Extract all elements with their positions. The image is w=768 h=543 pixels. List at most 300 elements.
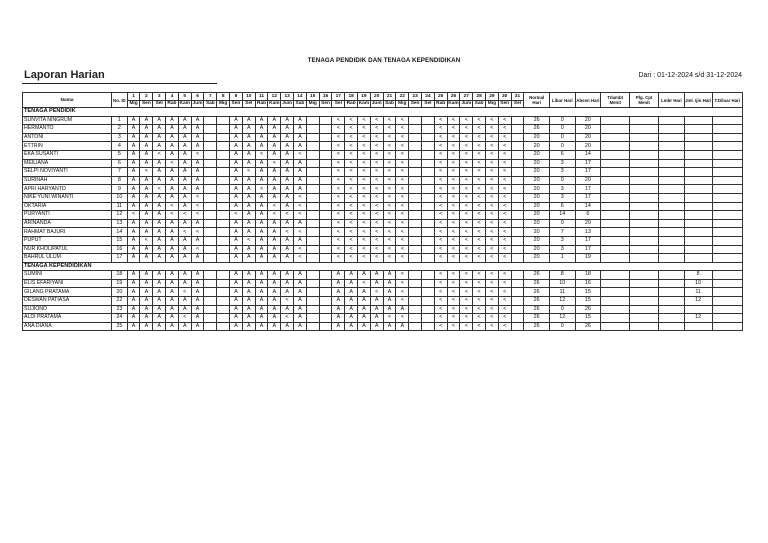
employee-id: 9: [112, 185, 128, 194]
day-mark: <: [485, 297, 498, 306]
day-mark: A: [383, 288, 396, 297]
day-mark: <: [383, 254, 396, 263]
day-mark: A: [191, 236, 204, 245]
day-mark: <: [460, 211, 473, 220]
column-header-day: 28: [473, 93, 486, 101]
normal-days: 20: [524, 245, 550, 254]
day-mark: A: [127, 202, 140, 211]
day-mark: <: [345, 159, 358, 168]
day-mark: A: [178, 202, 191, 211]
day-mark: <: [332, 185, 345, 194]
table-row: [23, 314, 743, 323]
day-mark: A: [268, 271, 281, 280]
day-mark: A: [268, 297, 281, 306]
overtime-days: [659, 254, 685, 263]
early-leave-minutes: [630, 245, 659, 254]
day-mark: <: [434, 176, 447, 185]
employee-id: 3: [112, 133, 128, 142]
day-mark: <: [345, 185, 358, 194]
employee-name: GILANG PRATAMA: [23, 288, 112, 297]
day-mark: <: [434, 142, 447, 151]
day-mark: <: [268, 211, 281, 220]
day-mark: [306, 279, 319, 288]
day-mark: <: [498, 142, 511, 151]
normal-days: 20: [524, 193, 550, 202]
day-mark: [422, 288, 435, 297]
day-mark: <: [396, 142, 409, 151]
day-mark: A: [153, 236, 166, 245]
early-leave-minutes: [630, 314, 659, 323]
day-mark: [204, 314, 217, 323]
outside-days: [712, 245, 742, 254]
day-mark: A: [345, 322, 358, 331]
day-mark: <: [434, 279, 447, 288]
day-mark: [422, 279, 435, 288]
day-mark: <: [332, 219, 345, 228]
column-header-day: 31: [511, 93, 524, 101]
day-mark: <: [498, 322, 511, 331]
column-header-weekday: Kam: [269, 101, 280, 107]
permit-days: 12: [684, 314, 712, 323]
day-mark: [306, 133, 319, 142]
day-mark: A: [255, 133, 268, 142]
day-mark: A: [230, 254, 243, 263]
column-header-day: 13: [281, 93, 294, 101]
outside-days: [712, 211, 742, 220]
day-mark: <: [191, 193, 204, 202]
day-mark: A: [191, 314, 204, 323]
employee-name: PURYANTI: [23, 211, 112, 220]
day-mark: [204, 133, 217, 142]
day-mark: <: [383, 150, 396, 159]
overtime-days: [659, 271, 685, 280]
day-mark: A: [242, 142, 255, 151]
day-mark: A: [153, 305, 166, 314]
day-mark: [306, 159, 319, 168]
employee-id: 23: [112, 305, 128, 314]
day-mark: <: [460, 305, 473, 314]
day-mark: A: [127, 193, 140, 202]
day-mark: A: [153, 271, 166, 280]
day-mark: <: [140, 168, 153, 177]
early-leave-minutes: [630, 168, 659, 177]
table-row: [23, 279, 743, 288]
day-mark: <: [332, 245, 345, 254]
day-mark: <: [485, 159, 498, 168]
day-mark: [306, 322, 319, 331]
day-mark: [319, 254, 332, 263]
day-mark: <: [230, 211, 243, 220]
day-mark: A: [242, 193, 255, 202]
day-mark: A: [294, 236, 307, 245]
day-mark: <: [485, 245, 498, 254]
day-mark: [306, 297, 319, 306]
column-header-weekday: Mig: [396, 100, 409, 108]
column-header-day: 19: [358, 93, 371, 101]
day-mark: <: [332, 176, 345, 185]
day-mark: <: [447, 168, 460, 177]
permit-days: [684, 219, 712, 228]
day-mark: A: [370, 279, 383, 288]
day-mark: <: [396, 133, 409, 142]
column-header-day: 29: [485, 93, 498, 101]
day-mark: <: [370, 236, 383, 245]
day-mark: A: [166, 305, 179, 314]
day-mark: <: [434, 125, 447, 134]
normal-days: 26: [524, 271, 550, 280]
table-row: [23, 142, 743, 151]
day-mark: A: [230, 314, 243, 323]
absent-days: 19: [575, 254, 601, 263]
permit-days: 8: [684, 271, 712, 280]
day-mark: <: [460, 279, 473, 288]
day-mark: <: [396, 116, 409, 125]
day-mark: [204, 219, 217, 228]
day-mark: A: [281, 176, 294, 185]
day-mark: <: [498, 314, 511, 323]
employee-name: RAHMAT BAJURI: [23, 228, 112, 237]
table-row: [23, 116, 743, 125]
day-mark: <: [332, 228, 345, 237]
employee-id: 10: [112, 193, 128, 202]
day-mark: A: [178, 297, 191, 306]
permit-days: [684, 245, 712, 254]
permit-days: [684, 176, 712, 185]
column-header-day: 1: [127, 93, 140, 101]
employee-name: OKTARIA: [23, 202, 112, 211]
day-mark: [409, 150, 422, 159]
day-mark: <: [473, 288, 486, 297]
document-heading: TENAGA PENDIDIK DAN TENAGA KEPENDIDIKAN: [307, 57, 461, 64]
day-mark: A: [332, 314, 345, 323]
day-mark: A: [358, 305, 371, 314]
day-mark: [422, 142, 435, 151]
employee-name: SUMINI: [23, 271, 112, 280]
column-header-weekday: Sel: [511, 100, 524, 108]
employee-id: 5: [112, 150, 128, 159]
employee-name: PUPUT: [23, 236, 112, 245]
employee-name: HERMANTO: [23, 125, 112, 134]
employee-name: BAHRUL ULUM: [23, 254, 112, 263]
column-header-weekday: Sel: [242, 100, 255, 108]
day-mark: <: [447, 245, 460, 254]
late-minutes: [601, 271, 630, 280]
day-mark: A: [127, 322, 140, 331]
overtime-days: [659, 279, 685, 288]
day-mark: A: [178, 168, 191, 177]
day-mark: [409, 211, 422, 220]
day-mark: <: [396, 150, 409, 159]
normal-days: 20: [524, 133, 550, 142]
day-mark: A: [370, 322, 383, 331]
day-mark: [422, 305, 435, 314]
day-mark: <: [383, 116, 396, 125]
column-header-stat: Normal Hari: [524, 93, 550, 108]
day-mark: <: [498, 185, 511, 194]
column-header-weekday: Jum: [371, 101, 382, 107]
day-mark: A: [332, 297, 345, 306]
day-mark: [306, 193, 319, 202]
column-header-weekday: Sen: [500, 101, 510, 107]
day-mark: A: [127, 176, 140, 185]
day-mark: [422, 150, 435, 159]
early-leave-minutes: [630, 297, 659, 306]
day-mark: A: [191, 142, 204, 151]
day-mark: [319, 288, 332, 297]
employee-id: 11: [112, 202, 128, 211]
late-minutes: [601, 176, 630, 185]
day-mark: A: [255, 193, 268, 202]
day-mark: A: [230, 271, 243, 280]
late-minutes: [601, 305, 630, 314]
day-mark: A: [332, 271, 345, 280]
outside-days: [712, 236, 742, 245]
day-mark: <: [127, 211, 140, 220]
day-mark: [217, 159, 230, 168]
day-mark: [511, 159, 524, 168]
normal-days: 20: [524, 159, 550, 168]
day-mark: [204, 150, 217, 159]
day-mark: A: [153, 219, 166, 228]
day-mark: <: [473, 202, 486, 211]
normal-days: 26: [524, 314, 550, 323]
day-mark: <: [332, 202, 345, 211]
column-header-day: 23: [409, 93, 422, 101]
day-mark: [422, 314, 435, 323]
early-leave-minutes: [630, 288, 659, 297]
day-mark: <: [460, 159, 473, 168]
employee-id: 24: [112, 314, 128, 323]
day-mark: A: [178, 245, 191, 254]
day-mark: A: [127, 297, 140, 306]
table-row: [23, 125, 743, 134]
day-mark: <: [498, 159, 511, 168]
day-mark: <: [294, 228, 307, 237]
day-mark: A: [230, 236, 243, 245]
day-mark: A: [268, 176, 281, 185]
day-mark: <: [485, 236, 498, 245]
day-mark: A: [268, 236, 281, 245]
day-mark: [409, 305, 422, 314]
day-mark: [409, 202, 422, 211]
day-mark: A: [281, 150, 294, 159]
employee-name: NIKE YUNI WINANTI: [23, 193, 112, 202]
day-mark: A: [345, 314, 358, 323]
day-mark: [217, 150, 230, 159]
day-mark: [306, 142, 319, 151]
day-mark: A: [127, 288, 140, 297]
day-mark: <: [383, 193, 396, 202]
day-mark: <: [396, 314, 409, 323]
day-mark: A: [140, 279, 153, 288]
absent-days: 20: [575, 219, 601, 228]
day-mark: A: [178, 236, 191, 245]
day-mark: <: [460, 168, 473, 177]
day-mark: <: [460, 297, 473, 306]
day-mark: A: [140, 245, 153, 254]
absent-days: 20: [575, 125, 601, 134]
late-minutes: [601, 314, 630, 323]
day-mark: A: [127, 185, 140, 194]
day-mark: A: [281, 322, 294, 331]
column-header-day: 8: [217, 93, 230, 101]
day-mark: <: [345, 150, 358, 159]
day-mark: <: [473, 236, 486, 245]
day-mark: <: [383, 176, 396, 185]
day-mark: [511, 297, 524, 306]
attendance-table: [22, 92, 743, 331]
day-mark: A: [127, 245, 140, 254]
permit-days: [684, 254, 712, 263]
day-mark: [511, 322, 524, 331]
day-mark: <: [370, 150, 383, 159]
overtime-days: [659, 245, 685, 254]
day-mark: A: [127, 228, 140, 237]
day-mark: A: [332, 305, 345, 314]
table-row: [23, 297, 743, 306]
employee-name: SUNVITA NINGRUM: [23, 116, 112, 125]
day-mark: <: [473, 279, 486, 288]
employee-id: 19: [112, 279, 128, 288]
day-mark: <: [191, 228, 204, 237]
day-mark: [306, 314, 319, 323]
day-mark: A: [178, 150, 191, 159]
column-header-weekday: Jum: [282, 101, 293, 107]
day-mark: A: [127, 133, 140, 142]
day-mark: [511, 228, 524, 237]
day-mark: A: [191, 271, 204, 280]
permit-days: [684, 202, 712, 211]
late-minutes: [601, 254, 630, 263]
permit-days: [684, 159, 712, 168]
absent-days: 20: [575, 176, 601, 185]
day-mark: A: [281, 193, 294, 202]
day-mark: A: [242, 133, 255, 142]
day-mark: <: [447, 150, 460, 159]
employee-name: ALDI PRATAMA: [23, 314, 112, 323]
absent-days: 17: [575, 185, 601, 194]
day-mark: A: [140, 116, 153, 125]
day-mark: [217, 254, 230, 263]
day-mark: <: [434, 254, 447, 263]
day-mark: [306, 245, 319, 254]
day-mark: <: [460, 185, 473, 194]
normal-days: 20: [524, 254, 550, 263]
day-mark: <: [485, 176, 498, 185]
day-mark: <: [473, 254, 486, 263]
outside-days: [712, 271, 742, 280]
day-mark: A: [230, 142, 243, 151]
day-mark: [204, 245, 217, 254]
day-mark: A: [153, 297, 166, 306]
day-mark: A: [153, 168, 166, 177]
day-mark: A: [396, 322, 409, 331]
day-mark: A: [127, 236, 140, 245]
column-header-day: 25: [434, 93, 447, 101]
day-mark: <: [358, 142, 371, 151]
permit-days: [684, 211, 712, 220]
day-mark: <: [434, 219, 447, 228]
day-mark: [409, 322, 422, 331]
day-mark: [511, 176, 524, 185]
outside-days: [712, 150, 742, 159]
day-mark: <: [166, 159, 179, 168]
day-mark: <: [332, 236, 345, 245]
day-mark: A: [242, 314, 255, 323]
normal-days: 26: [524, 322, 550, 331]
day-mark: A: [268, 168, 281, 177]
day-mark: A: [140, 314, 153, 323]
day-mark: <: [332, 142, 345, 151]
overtime-days: [659, 211, 685, 220]
late-minutes: [601, 279, 630, 288]
column-header-day: 17: [332, 93, 345, 101]
day-mark: <: [473, 211, 486, 220]
column-header-day: 16: [319, 93, 332, 101]
day-mark: <: [473, 245, 486, 254]
day-mark: <: [447, 176, 460, 185]
day-mark: <: [460, 176, 473, 185]
absent-days: 20: [575, 116, 601, 125]
day-mark: A: [332, 322, 345, 331]
outside-days: [712, 305, 742, 314]
day-mark: [319, 133, 332, 142]
day-mark: <: [447, 314, 460, 323]
day-mark: <: [383, 202, 396, 211]
day-mark: <: [498, 176, 511, 185]
early-leave-minutes: [630, 236, 659, 245]
day-mark: <: [498, 116, 511, 125]
day-mark: A: [281, 142, 294, 151]
day-mark: A: [166, 142, 179, 151]
day-mark: A: [178, 159, 191, 168]
day-mark: <: [460, 288, 473, 297]
day-mark: <: [345, 176, 358, 185]
day-mark: [204, 228, 217, 237]
day-mark: <: [485, 150, 498, 159]
employee-id: 12: [112, 211, 128, 220]
day-mark: <: [447, 236, 460, 245]
day-mark: <: [396, 159, 409, 168]
permit-days: [684, 116, 712, 125]
day-mark: A: [255, 236, 268, 245]
day-mark: [422, 322, 435, 331]
employee-id: 17: [112, 254, 128, 263]
day-mark: [306, 176, 319, 185]
day-mark: <: [345, 254, 358, 263]
day-mark: [319, 314, 332, 323]
overtime-days: [659, 185, 685, 194]
day-mark: [422, 271, 435, 280]
day-mark: A: [242, 176, 255, 185]
day-mark: <: [460, 271, 473, 280]
day-mark: A: [332, 288, 345, 297]
day-mark: <: [447, 279, 460, 288]
column-header-weekday: Sab: [205, 101, 215, 107]
day-mark: <: [345, 219, 358, 228]
day-mark: A: [255, 142, 268, 151]
employee-id: 2: [112, 125, 128, 134]
day-mark: A: [140, 305, 153, 314]
day-mark: [409, 116, 422, 125]
day-mark: <: [294, 202, 307, 211]
permit-days: [684, 142, 712, 151]
day-mark: A: [294, 176, 307, 185]
day-mark: [511, 142, 524, 151]
section-row: [23, 108, 743, 117]
employee-name: ANA DIANA: [23, 322, 112, 331]
day-mark: A: [153, 322, 166, 331]
